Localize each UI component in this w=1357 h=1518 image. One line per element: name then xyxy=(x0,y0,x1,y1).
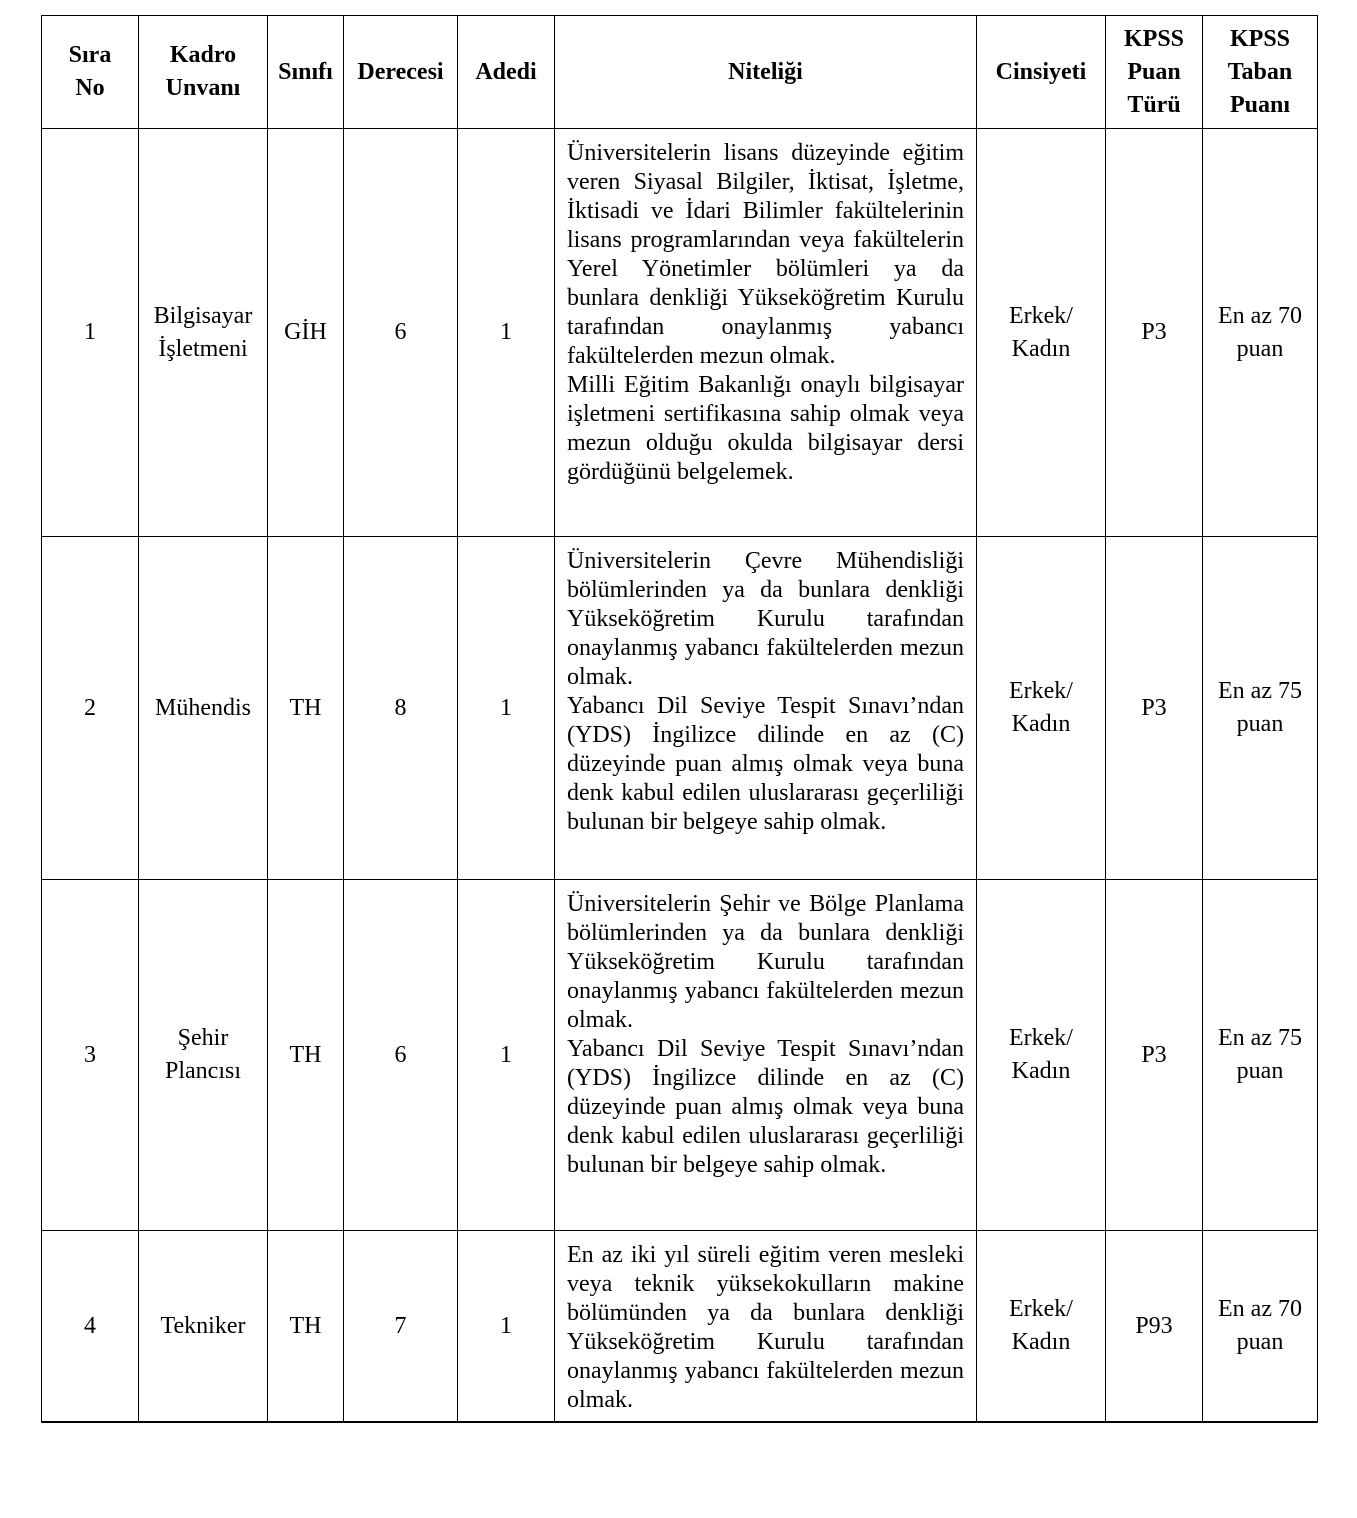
cell-niteligi xyxy=(555,129,977,537)
cell-adedi: 1 xyxy=(458,1231,555,1423)
header-cinsiyeti: Cinsiyeti xyxy=(977,16,1106,129)
header-row xyxy=(42,16,1318,129)
header-adedi: Adedi xyxy=(458,16,555,129)
cell-kadro-unvani: Bilgisayar İşletmeni xyxy=(139,129,268,537)
cell-kpss-taban-puani: En az 75 puan xyxy=(1203,537,1318,880)
cell-kpss-puan-turu: P3 xyxy=(1106,880,1203,1231)
header-kpss-taban-puani: KPSS Taban Puanı xyxy=(1203,16,1318,129)
cell-derecesi: 6 xyxy=(344,880,458,1231)
cell-sinifi: TH xyxy=(268,1231,344,1423)
header-derecesi: Derecesi xyxy=(344,16,458,129)
cell-derecesi: 8 xyxy=(344,537,458,880)
cell-kpss-taban-puani: En az 70 puan xyxy=(1203,1231,1318,1423)
cell-sira-no: 2 xyxy=(42,537,139,880)
cell-derecesi: 6 xyxy=(344,129,458,537)
cell-niteligi xyxy=(555,1231,977,1423)
cell-sinifi: TH xyxy=(268,880,344,1231)
niteligi-paragraph: En az iki yıl süreli eğitim veren mesleki veya teknik yüksekokulların makine bölümünden ya da bunlara denkliği Yükseköğretim Kurulu tarafından onaylanmış yabancı fakültelerden mezun olmak. xyxy=(567,1242,964,1413)
header-niteligi: Niteliği xyxy=(555,16,977,129)
cell-kadro-unvani: Şehir Plancısı xyxy=(139,880,268,1231)
cell-cinsiyeti: Erkek/ Kadın xyxy=(977,537,1106,880)
niteligi-paragraph: Üniversitelerin Şehir ve Bölge Planlama bölümlerinden ya da bunlara denkliği Yükseköğretim Kurulu tarafından onaylanmış yabancı fakültelerden mezun olmak. xyxy=(567,891,964,1033)
cell-kpss-taban-puani: En az 75 puan xyxy=(1203,880,1318,1231)
niteligi-paragraph: Yabancı Dil Seviye Tespit Sınavı’ndan (YDS) İngilizce dilinde en az (C) düzeyinde puan almış olmak veya buna denk kabul edilen uluslararası geçerliliği bulunan bir belgeye sahip olmak. xyxy=(567,1036,964,1178)
cell-adedi: 1 xyxy=(458,537,555,880)
cell-kadro-unvani: Tekniker xyxy=(139,1231,268,1423)
header-kadro-unvani: Kadro Unvanı xyxy=(139,16,268,129)
niteligi-paragraph: Üniversitelerin lisans düzeyinde eğitim veren Siyasal Bilgiler, İktisat, İşletme, İktisadi ve İdari Bilimler fakültelerinin lisans programlarından veya fakültelerin Yerel Yönetimler bölümleri ya da bunlara denkliği Yükseköğretim Kurulu tarafından onaylanmış yabancı fakültelerden mezun olmak. xyxy=(567,140,964,369)
niteligi-paragraph: Milli Eğitim Bakanlığı onaylı bilgisayar işletmeni sertifikasına sahip olmak veya mezun olduğu okulda bilgisayar dersi gördüğünü belgelemek. xyxy=(567,372,964,485)
cell-niteligi xyxy=(555,880,977,1231)
table-row xyxy=(42,880,1318,1231)
cell-sira-no: 1 xyxy=(42,129,139,537)
cell-cinsiyeti: Erkek/ Kadın xyxy=(977,1231,1106,1423)
niteligi-paragraph: Üniversitelerin Çevre Mühendisliği bölümlerinden ya da bunlara denkliği Yükseköğretim Kurulu tarafından onaylanmış yabancı fakültelerden mezun olmak. xyxy=(567,548,964,690)
cell-sira-no: 4 xyxy=(42,1231,139,1423)
cell-kpss-puan-turu: P3 xyxy=(1106,537,1203,880)
cell-kpss-puan-turu: P3 xyxy=(1106,129,1203,537)
table-row xyxy=(42,129,1318,537)
cell-kpss-taban-puani: En az 70 puan xyxy=(1203,129,1318,537)
staff-positions-table xyxy=(41,15,1318,1423)
header-sira-no: Sıra No xyxy=(42,16,139,129)
cell-adedi: 1 xyxy=(458,129,555,537)
header-sinifi: Sınıfı xyxy=(268,16,344,129)
cell-sira-no: 3 xyxy=(42,880,139,1231)
cell-derecesi: 7 xyxy=(344,1231,458,1423)
cell-cinsiyeti: Erkek/ Kadın xyxy=(977,129,1106,537)
cell-cinsiyeti: Erkek/ Kadın xyxy=(977,880,1106,1231)
cell-kpss-puan-turu: P93 xyxy=(1106,1231,1203,1423)
cell-kadro-unvani: Mühendis xyxy=(139,537,268,880)
cell-adedi: 1 xyxy=(458,880,555,1231)
cell-sinifi: TH xyxy=(268,537,344,880)
table-row xyxy=(42,1231,1318,1423)
header-kpss-puan-turu: KPSS Puan Türü xyxy=(1106,16,1203,129)
cell-sinifi: GİH xyxy=(268,129,344,537)
niteligi-paragraph: Yabancı Dil Seviye Tespit Sınavı’ndan (YDS) İngilizce dilinde en az (C) düzeyinde puan almış olmak veya buna denk kabul edilen uluslararası geçerliliği bulunan bir belgeye sahip olmak. xyxy=(567,693,964,835)
table-row xyxy=(42,537,1318,880)
cell-niteligi xyxy=(555,537,977,880)
